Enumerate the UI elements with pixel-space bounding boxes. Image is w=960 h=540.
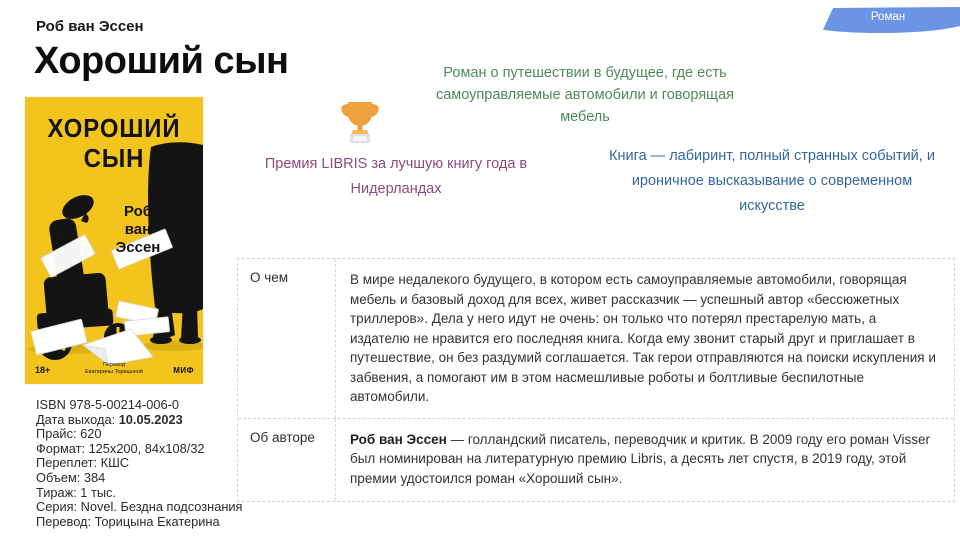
row-label: О чем (238, 259, 336, 418)
table-row-about-book (238, 259, 954, 418)
publisher-logo: МИФ (173, 366, 194, 375)
meta-release-date: Дата выхода: 10.05.2023 (36, 411, 183, 427)
meta-volume: Объем: 384 (36, 469, 106, 485)
meta-format: Формат: 125x200, 84x108/32 (36, 440, 205, 456)
author-name: Роб ван Эссен (36, 18, 144, 35)
table-row-about-author (238, 418, 954, 502)
meta-isbn: ISBN 978-5-00214-006-0 (36, 397, 179, 412)
book-metadata (36, 398, 242, 529)
meta-price: Прайс: 620 (36, 426, 102, 442)
cover-title-line1: ХОРОШИЙ (47, 113, 181, 143)
pitch-blue-text: Книга — лабиринт, полный странных событий, и ироничное высказывание о современном искусстве (609, 148, 935, 214)
book-cover (25, 97, 203, 384)
cover-translation: Перевод Екатерины Торицыной (85, 362, 143, 375)
pitch-teal-text: Роман о путешествии в будущее, где есть самоуправляемые автомобили и говорящая мебель (435, 65, 735, 125)
cover-title (32, 113, 196, 173)
book-info-table (237, 258, 955, 502)
cover-author: Роб ван Эссен (115, 203, 161, 256)
award-text: Премия LIBRIS за лучшую книгу года в Нидерландах (264, 156, 528, 197)
row-label: Об авторе (238, 419, 336, 502)
meta-binding: Переплет: КШС (36, 455, 130, 471)
trophy-icon (336, 96, 384, 148)
genre-badge-label: Роман (870, 11, 906, 23)
row-text: В мире недалекого будущего, в котором есть самоуправляемые автомобили, говорящая мебель и базовый доход для всех, живет рассказчик — успешный автор «бессюжетных триллеров». Дела у него идут не очень: он только что потерял престарелую мать, а издателю не нравится его последняя книга. Когда ему звонит старый друг и приглашает в путешествие, он без раздумий соглашается. Так герои отправляются на поиски искупления и забвения, а помогают им в этом насмешливые роботы и болтливые беспилотные автомобили. (350, 272, 936, 404)
page-title: Хороший сын (34, 40, 289, 82)
age-rating-badge: 18+ (35, 365, 51, 375)
cover-title-line2: СЫН (83, 143, 145, 173)
row-text: Роб ван Эссен — голландский писатель, переводчик и критик. В 2009 году его роман Visser был номинирован на литературную премию Libris, а десять лет спустя, в 2019 году, этой премии удостоился роман «Хороший сын». (350, 431, 931, 486)
meta-series: Серия: Novel. Бездна подсознания (36, 499, 243, 515)
genre-badge (823, 7, 960, 39)
meta-translator: Перевод: Торицына Екатерина (36, 513, 220, 529)
author-bold-name: Роб ван Эссен (350, 431, 447, 447)
meta-print-run: Тираж: 1 тыс. (36, 484, 116, 500)
